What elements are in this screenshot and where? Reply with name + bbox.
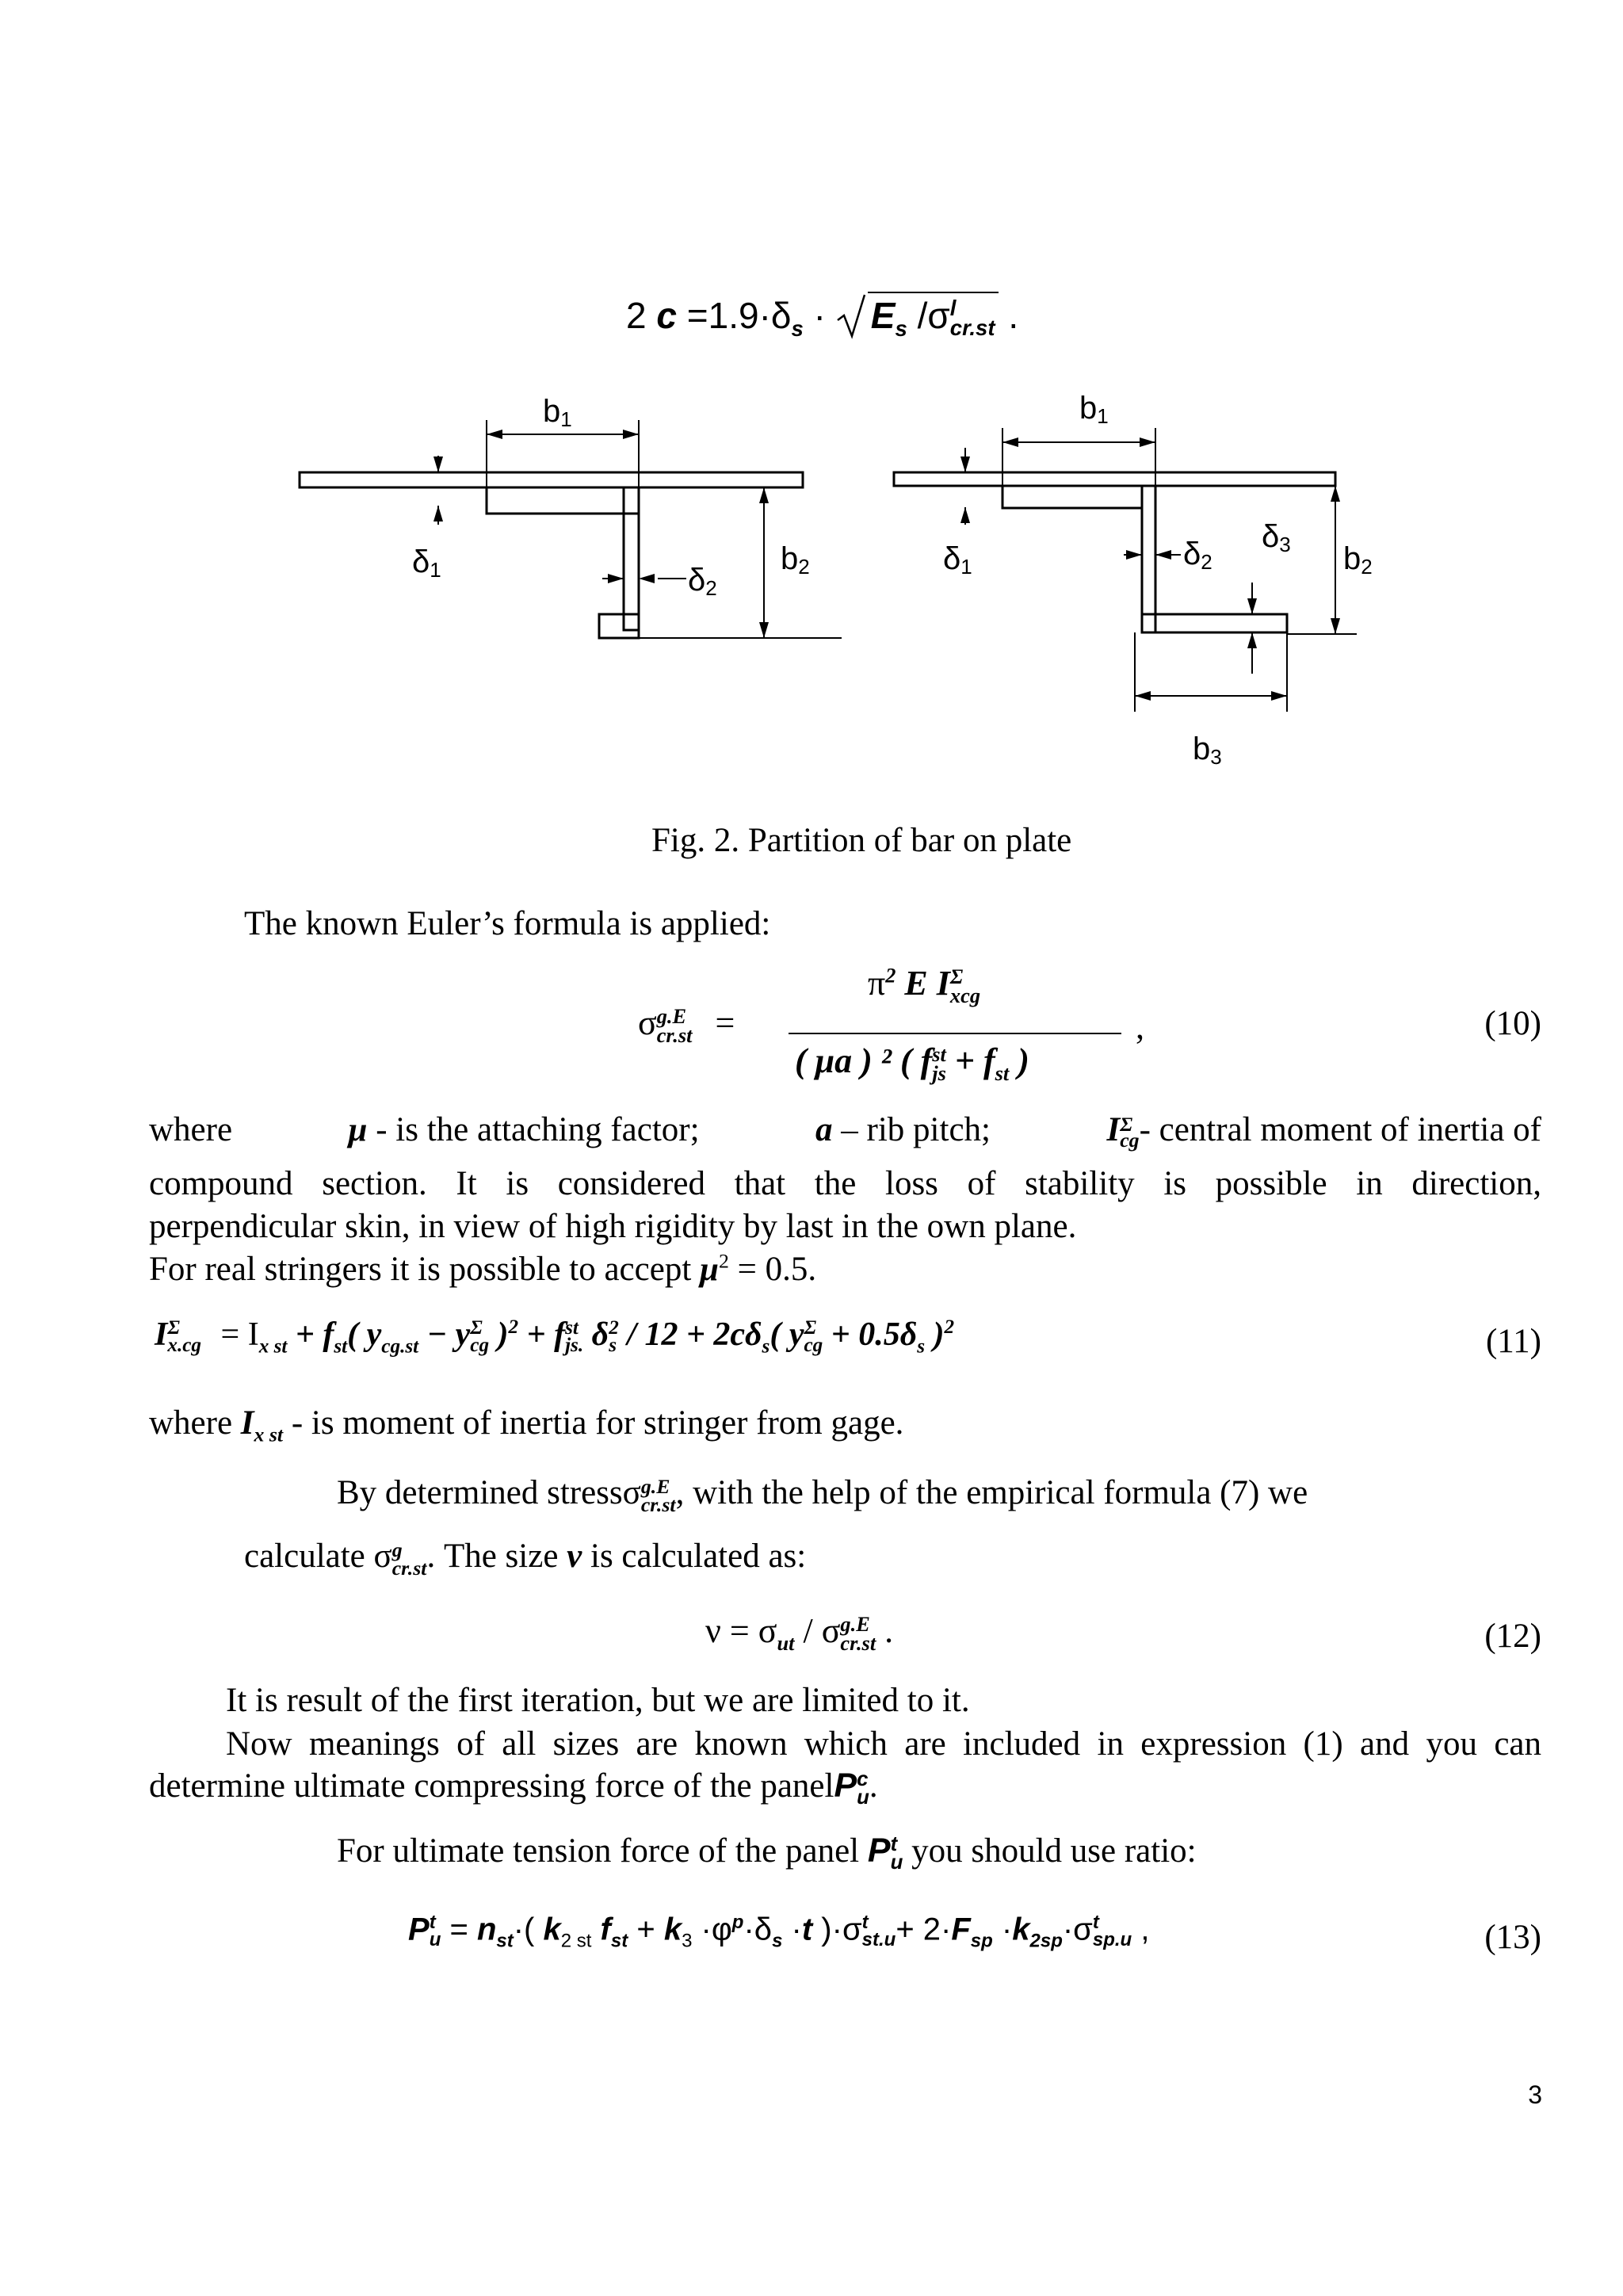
equation-number-12: (12) <box>1484 1618 1541 1655</box>
right-plate <box>894 472 1335 486</box>
right-b3-label: b3 <box>1193 732 1222 769</box>
figure-partition-diagram <box>0 372 1623 785</box>
paragraph-line-compound: compound section. It is considered that the loss of stability is possible in direction, <box>149 1165 1541 1202</box>
left-plate <box>300 472 803 487</box>
left-stringer-foot <box>599 614 639 638</box>
right-delta1-label: δ1 <box>943 541 972 579</box>
left-stringer-web <box>624 487 639 630</box>
right-b2-label: b2 <box>1343 541 1373 579</box>
equation-number-10: (10) <box>1484 1005 1541 1042</box>
paragraph-where-mu: where μ - is the attaching factor; a – rib pitch; I Σ cg - central moment of inertia of <box>149 1111 1541 1152</box>
left-b2-label: b2 <box>781 541 810 579</box>
equation-number-13: (13) <box>1484 1919 1541 1956</box>
paragraph-determined-stress: By determined stressσ g.E cr.st , with the help of the empirical formula (7) we <box>337 1474 1308 1517</box>
sqrt-icon: $E_s$ /σ l cr.st <box>836 293 999 342</box>
right-stringer-flange <box>1002 486 1142 508</box>
left-stringer-flange <box>487 487 639 514</box>
page-number: 3 <box>1528 2080 1542 2109</box>
paragraph-now-meanings: Now meanings of all sizes are known which are included in expression (1) and you can <box>226 1725 1541 1763</box>
paragraph-determine-ultimate: determine ultimate compressing force of the panelP c u . <box>149 1767 878 1809</box>
paragraph-where-ixst: where $I_{x st}$ - is moment of inertia for stringer from gage. <box>149 1404 904 1446</box>
equation-10: σ g.E cr.st = $\pi^2$ E I Σ xcg ( μa ) ² ( f st js + $f_{st}$ ) , (10) <box>638 963 1541 1085</box>
equation-crack-width: 2 $c =1.9\cdot\delta_s \cdot E_s$ /σ l cr.st . <box>626 293 1018 342</box>
right-delta2-label: δ2 <box>1183 537 1212 574</box>
equation-12: $\nu = \sigma_{ut} / \sigma$ g.E cr.st . <box>705 1611 894 1655</box>
equation-11: I Σ x.cg = $I_{x st} + f_{st}$( $y_{cg.st} - y$ Σ cg )$^2$ + f st js. δ 2 s / $12 + 2c\delta_s$( y Σ cg + $0.5\delta_s$ )$^2$ <box>155 1316 955 1358</box>
paragraph-line-perpendicular: perpendicular skin, in view of high rigidity by last in the own plane. <box>149 1208 1077 1245</box>
right-stringer-foot <box>1142 614 1287 632</box>
right-delta3-label: δ3 <box>1262 519 1291 556</box>
equation-13: P t u = $n_{st}\cdot$( $k_{2 st}$ $f_{st} + k_3 \cdot\varphi^p\cdot\delta_s \cdot t$ )·σ t st.u + $2\cdot F_{sp} \cdot k_{2sp}\cdot\sigma$ t sp.u , <box>408 1912 1150 1952</box>
paragraph-calculate: calculate σ g cr.st . The size ν is calculated as: <box>244 1538 807 1580</box>
right-stringer-web <box>1142 486 1155 632</box>
right-b1-label: b1 <box>1079 391 1109 428</box>
figure-caption: Fig. 2. Partition of bar on plate <box>651 822 1072 859</box>
paragraph-line-real-stringers: For real stringers it is possible to accept $\mu^2 = 0.5$. <box>149 1249 817 1288</box>
left-b1-label: b1 <box>543 394 572 431</box>
paragraph-euler-intro: The known Euler’s formula is applied: <box>244 905 771 942</box>
fraction-bar <box>789 1033 1121 1034</box>
equation-number-11: (11) <box>1485 1323 1541 1360</box>
radical-sign-icon <box>836 293 868 339</box>
left-delta2-label: δ2 <box>688 563 717 600</box>
paragraph-first-iteration: It is result of the first iteration, but we are limited to it. <box>226 1682 970 1719</box>
paragraph-ultimate-tension: For ultimate tension force of the panel P t u you should use ratio: <box>337 1832 1197 1874</box>
left-delta1-label: δ1 <box>412 544 441 582</box>
